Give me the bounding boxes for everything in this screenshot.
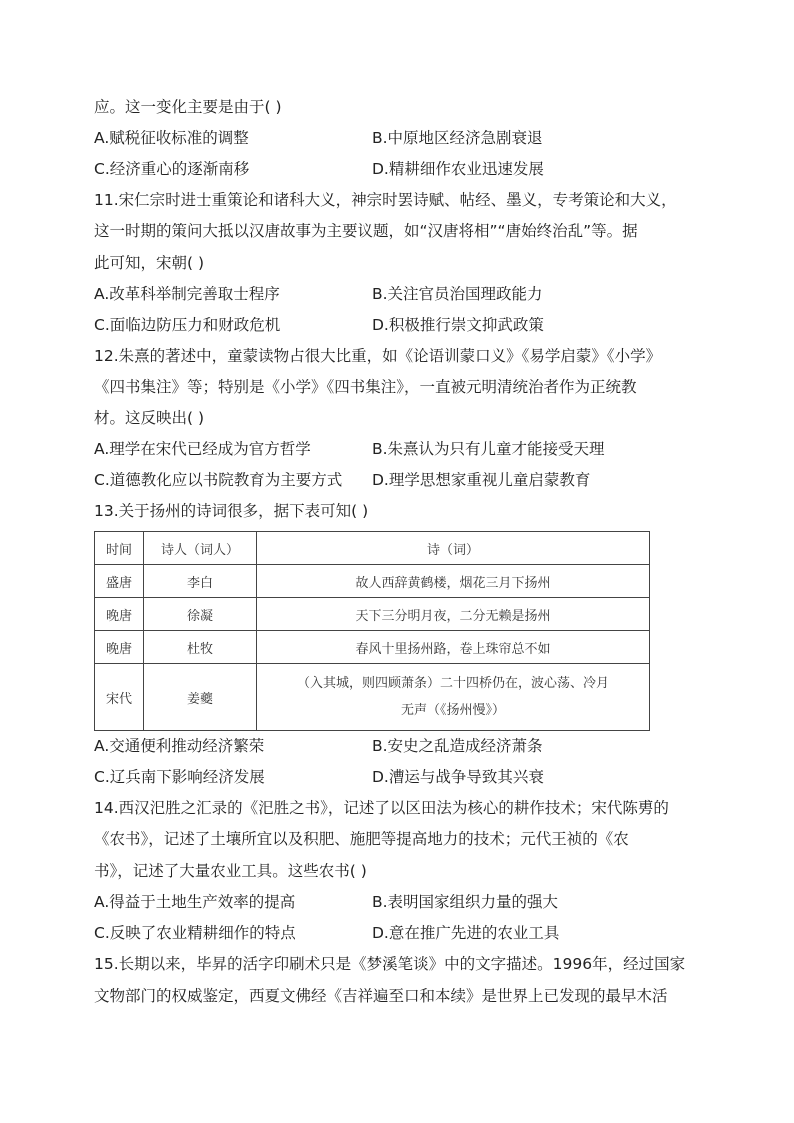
q13-option-b[interactable]: B.安史之乱造成经济萧条: [372, 737, 543, 755]
cell-poem: [257, 664, 650, 731]
q11-option-c[interactable]: C.面临边防压力和财政危机: [94, 316, 281, 334]
q13-stem: 13.关于扬州的诗词很多，据下表可知( ): [94, 502, 369, 520]
cell-poem: 天下三分明月夜，二分无赖是扬州: [257, 598, 650, 631]
q13-option-d[interactable]: D.漕运与战争导致其兴衰: [372, 768, 544, 786]
q12-option-a[interactable]: A.理学在宋代已经成为官方哲学: [94, 440, 311, 458]
header-poet: 诗人（词人）: [144, 532, 257, 565]
q13-option-a[interactable]: A.交通便利推动经济繁荣: [94, 737, 265, 755]
q12-stem-line1: 12.朱熹的著述中，童蒙读物占很大比重，如《论语训蒙口义》《易学启蒙》《小学》: [94, 347, 662, 365]
cell-poet: 李白: [144, 565, 257, 598]
poem-line-1: （入其城，则四顾萧条）二十四桥仍在，波心荡、冷月: [296, 676, 609, 691]
q11-option-d[interactable]: D.积极推行崇文抑武政策: [372, 316, 544, 334]
cell-poet: 杜牧: [144, 631, 257, 664]
q12-option-d[interactable]: D.理学思想家重视儿童启蒙教育: [372, 471, 591, 489]
table-row: [95, 565, 650, 598]
header-time: 时间: [95, 532, 144, 565]
cell-time: 宋代: [95, 664, 144, 731]
q11-stem-line2: 这一时期的策问大抵以汉唐故事为主要议题，如“汉唐将相”“唐始终治乱”等。据: [94, 222, 638, 240]
q12-stem-line3: 材。这反映出( ): [94, 409, 205, 427]
q14-stem-line2: 《农书》，记述了土壤所宜以及积肥、施肥等提高地力的技术；元代王祯的《农: [94, 830, 629, 848]
q13-option-c[interactable]: C.辽兵南下影响经济发展: [94, 768, 265, 786]
q10-option-b[interactable]: B.中原地区经济急剧衰退: [372, 129, 543, 147]
cell-time: 晚唐: [95, 631, 144, 664]
q12-option-c[interactable]: C.道德教化应以书院教育为主要方式: [94, 471, 343, 489]
q14-stem-line3: 书》，记述了大量农业工具。这些农书( ): [94, 862, 367, 880]
q14-option-c[interactable]: C.反映了农业精耕细作的特点: [94, 924, 296, 942]
q10-stem-tail: 应。这一变化主要是由于( ): [94, 98, 282, 116]
q10-option-a[interactable]: A.赋税征收标准的调整: [94, 129, 249, 147]
q15-stem-line1: 15.长期以来，毕昇的活字印刷术只是《梦溪笔谈》中的文字描述。1996年，经过国家: [94, 955, 686, 973]
cell-time: 盛唐: [95, 565, 144, 598]
table-row: [95, 631, 650, 664]
q15-stem-line2: 文物部门的权威鉴定，西夏文佛经《吉祥遍至口和本续》是世界上已发现的最早木活: [94, 987, 668, 1005]
q11-option-b[interactable]: B.关注官员治国理政能力: [372, 285, 543, 303]
cell-time: 晚唐: [95, 598, 144, 631]
table-row: [95, 664, 650, 731]
q10-option-c[interactable]: C.经济重心的逐渐南移: [94, 160, 250, 178]
q11-stem-line1: 11.宋仁宗时进士重策论和诸科大义，神宗时罢诗赋、帖经、墨义，专考策论和大义，: [94, 191, 677, 209]
q14-option-d[interactable]: D.意在推广先进的农业工具: [372, 924, 560, 942]
q11-stem-line3: 此可知，宋朝( ): [94, 254, 205, 272]
cell-poet: 徐凝: [144, 598, 257, 631]
cell-poem: 春风十里扬州路，卷上珠帘总不如: [257, 631, 650, 664]
q11-option-a[interactable]: A.改革科举制完善取士程序: [94, 285, 280, 303]
q14-stem-line1: 14.西汉汜胜之汇录的《汜胜之书》，记述了以区田法为核心的耕作技术；宋代陈旉的: [94, 799, 669, 817]
header-poem: 诗（词）: [257, 532, 650, 565]
cell-poem: 故人西辞黄鹤楼，烟花三月下扬州: [257, 565, 650, 598]
table-row: [95, 598, 650, 631]
poem-line-2: 无声（《扬州慢》）: [400, 703, 505, 718]
q12-option-b[interactable]: B.朱熹认为只有儿童才能接受天理: [372, 440, 605, 458]
poem-table: [94, 531, 650, 731]
q14-option-a[interactable]: A.得益于土地生产效率的提高: [94, 893, 296, 911]
q12-stem-line2: 《四书集注》等；特别是《小学》《四书集注》，一直被元明清统治者作为正统教: [94, 378, 637, 396]
table-header-row: [95, 532, 650, 565]
q14-option-b[interactable]: B.表明国家组织力量的强大: [372, 893, 559, 911]
q10-option-d[interactable]: D.精耕细作农业迅速发展: [372, 160, 544, 178]
cell-poet: 姜夔: [144, 664, 257, 731]
